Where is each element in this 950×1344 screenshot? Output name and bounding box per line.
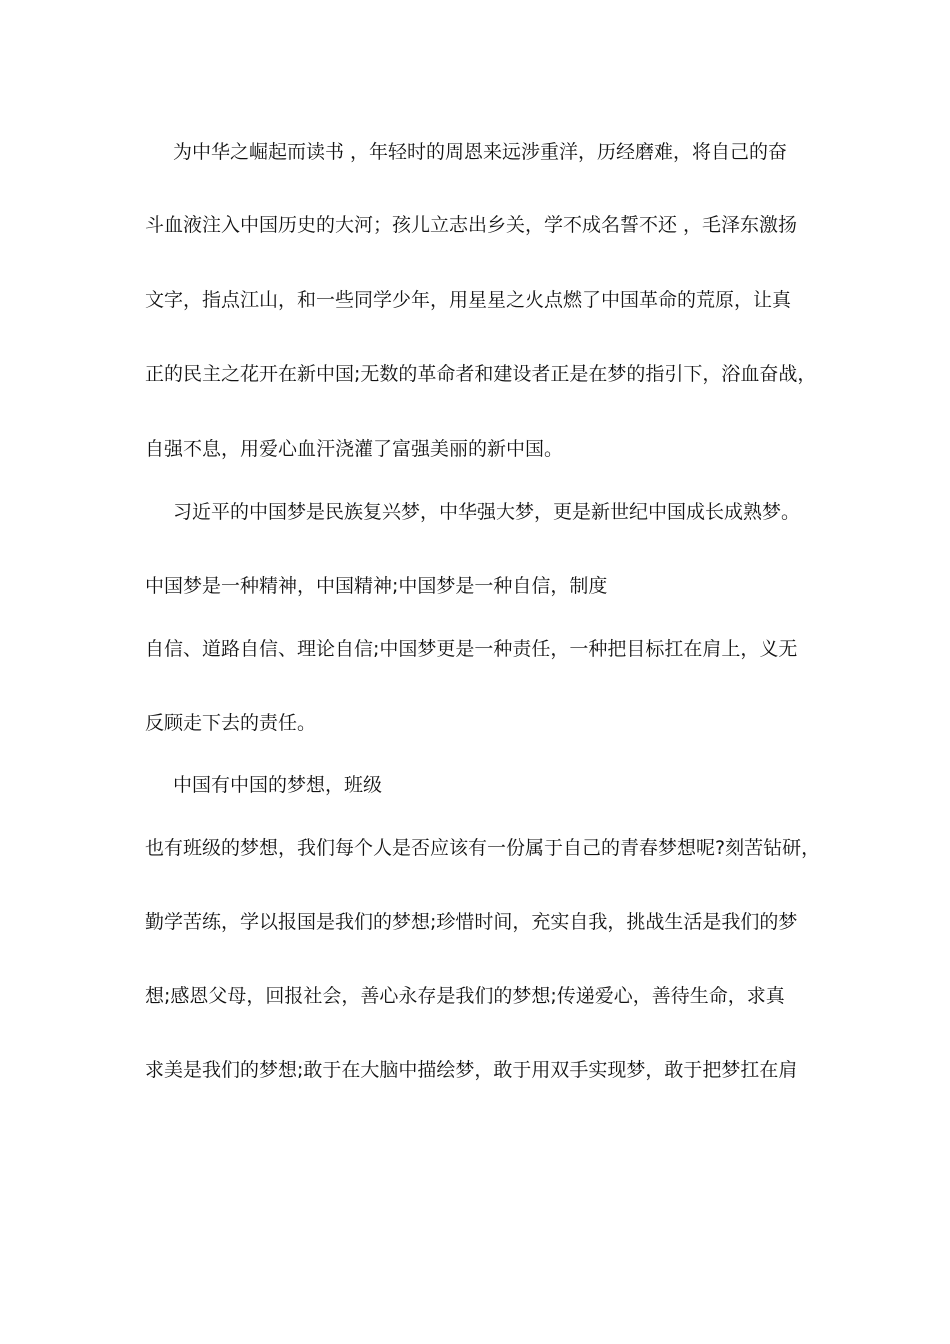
text-line-9: 反顾走下去的责任。: [145, 712, 317, 734]
text-line-7: 中国梦是一种精神，中国精神;中国梦是一种自信，制度: [145, 575, 608, 597]
text-line-10: 中国有中国的梦想，班级: [173, 774, 383, 796]
text-line-3: 文字，指点江山，和一些同学少年，用星星之火点燃了中国革命的荒原，让真: [145, 289, 792, 311]
text-line-2: 斗血液注入中国历史的大河；孩儿立志出乡关，学不成名誓不还 ，毛泽东激扬: [145, 214, 798, 236]
text-line-5: 自强不息，用爱心血汗浇灌了富强美丽的新中国。: [145, 438, 564, 460]
text-line-12: 勤学苦练，学以报国是我们的梦想;珍惜时间，充实自我，挑战生活是我们的梦: [145, 911, 798, 933]
text-line-11: 也有班级的梦想，我们每个人是否应该有一份属于自己的青春梦想呢?刻苦钻研，: [145, 837, 821, 859]
text-line-14: 求美是我们的梦想;敢于在大脑中描绘梦，敢于用双手实现梦，敢于把梦扛在肩: [145, 1059, 798, 1081]
text-line-4: 正的民主之花开在新中国;无数的革命者和建设者正是在梦的指引下，浴血奋战，: [145, 363, 817, 385]
text-line-13: 想;感恩父母，回报社会，善心永存是我们的梦想;传递爱心，善待生命，求真: [145, 985, 785, 1007]
text-line-1: 为中华之崛起而读书 ，年轻时的周恩来远涉重洋，历经磨难，将自己的奋: [173, 141, 788, 163]
text-line-8: 自信、道路自信、理论自信;中国梦更是一种责任，一种把目标扛在肩上，义无: [145, 638, 798, 660]
text-line-6: 习近平的中国梦是民族复兴梦，中华强大梦，更是新世纪中国成长成熟梦。: [173, 501, 801, 523]
